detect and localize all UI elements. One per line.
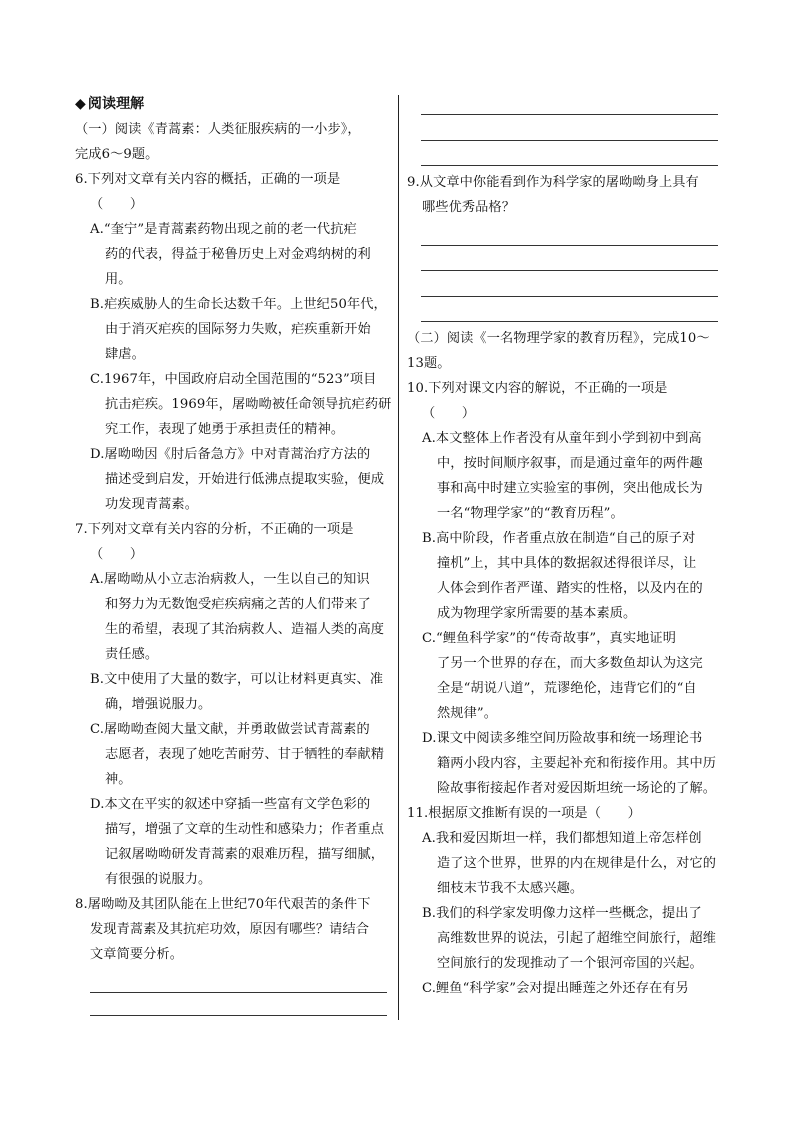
diamond-bullet-icon: ◆ [75, 96, 86, 112]
answer-line[interactable] [90, 967, 387, 993]
option-a[interactable]: A.“奎宁”是青蒿素药物出现之前的老一代抗疟 药的代表，得益于秘鲁历史上对金鸡纳树的利 用。 [90, 222, 371, 287]
option-c[interactable]: C.鲤鱼“科学家”会对提出睡莲之外还存在有另 [422, 981, 689, 996]
question-7 [75, 517, 391, 892]
answer-line[interactable] [421, 220, 718, 246]
question-11 [407, 801, 723, 1001]
answer-line[interactable] [421, 246, 718, 272]
part1-intro: （一）阅读《青蒿素：人类征服疾病的一小步》， 完成6～9题。 [75, 122, 361, 162]
option-c[interactable]: C.1967年，中国政府启动全国范围的“523”项目 抗击疟疾。1969年，屠呦呦被任命领导抗疟药研 究工作，表现了她勇于承担责任的精神。 [90, 372, 392, 437]
option-b[interactable]: B.文中使用了大量的数字，可以让材料更真实、准 确，增强说服力。 [90, 672, 384, 712]
question-6-stem: 6.下列对文章有关内容的概括，正确的一项是 [75, 172, 341, 187]
question-10-stem: 10.下列对课文内容的解说，不正确的一项是 [407, 381, 668, 396]
answer-line[interactable] [90, 993, 387, 1016]
answer-line[interactable] [421, 92, 718, 115]
question-6 [75, 167, 391, 517]
option-d[interactable]: D.课文中阅读多维空间历险故事和统一场理论书 籍两小段内容，主要起补充和衔接作用。其中历 险故事衔接起作者对爱因斯坦统一场论的了解。 [422, 731, 717, 796]
option-a[interactable]: A.我和爱因斯坦一样，我们都想知道上帝怎样创 造了这个世界，世界的内在规律是什么，对它的 细枝末节我不太感兴趣。 [422, 831, 717, 896]
column-divider [398, 95, 399, 1020]
answer-line[interactable] [421, 141, 718, 167]
question-9-stem: 9.从文章中你能看到作为科学家的屠呦呦身上具有 [407, 175, 699, 190]
question-9: 9.从文章中你能看到作为科学家的屠呦呦身上具有 哪些优秀品格？ [407, 170, 723, 322]
option-a[interactable]: A.本文整体上作者没有从童年到小学到初中到高 中，按时间顺序叙事，而是通过童年的两件趣 事和高中时建立实验室的事例，突出他成长为 一名“物理学家”的“教育历程”。 [422, 431, 703, 521]
option-b[interactable]: B.高中阶段，作者重点放在制造“自己的原子对 撞机”上，其中具体的数据叙述得很详尽，让 人体会到作者严谨、踏实的性格，以及内在的 成为物理学家所需要的基本素质。 [422, 531, 703, 621]
option-b[interactable]: B.疟疾威胁人的生命长达数千年。上世纪50年代， 由于消灭疟疾的国际努力失败，疟疾重新开始 肆虐。 [90, 297, 387, 362]
answer-line[interactable] [421, 297, 718, 323]
section-heading: ◆ 阅读理解 [75, 92, 391, 117]
question-8: 8.屠呦呦及其团队能在上世纪70年代艰苦的条件下 发现青蒿素及其抗疟功效，原因有哪些？请结合 文章简要分析。 [75, 892, 391, 1016]
option-d[interactable]: D.本文在平实的叙述中穿插一些富有文学色彩的 描写，增强了文章的生动性和感染力；作者重点 记叙屠呦呦研发青蒿素的艰难历程，描写细腻， 有很强的说服力。 [90, 797, 385, 887]
question-10 [407, 376, 723, 801]
part2-intro: （二）阅读《一名物理学家的教育历程》，完成10～ 13题。 [407, 331, 710, 371]
question-8-stem: 8.屠呦呦及其团队能在上世纪70年代艰苦的条件下 [75, 897, 371, 912]
answer-blank[interactable]: （ ） [422, 406, 476, 421]
answer-blank[interactable]: （ ） [90, 547, 144, 562]
answer-line[interactable] [421, 115, 718, 141]
left-column [75, 92, 391, 1016]
answer-lines[interactable] [421, 92, 718, 166]
option-c[interactable]: C.“鲤鱼科学家”的“传奇故事”，真实地证明 了另一个世界的存在，而大多数鱼却认为这完 全是“胡说八道”，荒谬绝伦，违背它们的“自 然规律”。 [422, 631, 703, 721]
answer-lines[interactable] [421, 220, 718, 322]
answer-line[interactable] [421, 271, 718, 297]
option-d[interactable]: D.屠呦呦因《肘后备急方》中对青蒿治疗方法的 描述受到启发，开始进行低沸点提取实验，便成 功发现青蒿素。 [90, 447, 385, 512]
right-column [407, 92, 723, 1001]
option-a[interactable]: A.屠呦呦从小立志治病救人，一生以自己的知识 和努力为无数饱受疟疾病痛之苦的人们带来了 生的希望，表现了其治病救人、造福人类的高度 责任感。 [90, 572, 385, 662]
option-b[interactable]: B.我们的科学家发明像力这样一些概念，提出了 高维数世界的说法，引起了超维空间旅行，超维 空间旅行的发现推动了一个银河帝国的兴起。 [422, 906, 717, 971]
question-11-stem: 11.根据原文推断有误的一项是（ ） [407, 806, 641, 821]
option-c[interactable]: C.屠呦呦查阅大量文献，并勇敢做尝试青蒿素的 志愿者，表现了她吃苦耐劳、甘于牺牲的奉献精 神。 [90, 722, 385, 787]
question-7-stem: 7.下列对文章有关内容的分析，不正确的一项是 [75, 522, 354, 537]
answer-blank[interactable]: （ ） [90, 197, 144, 212]
answer-lines[interactable] [90, 967, 387, 1016]
